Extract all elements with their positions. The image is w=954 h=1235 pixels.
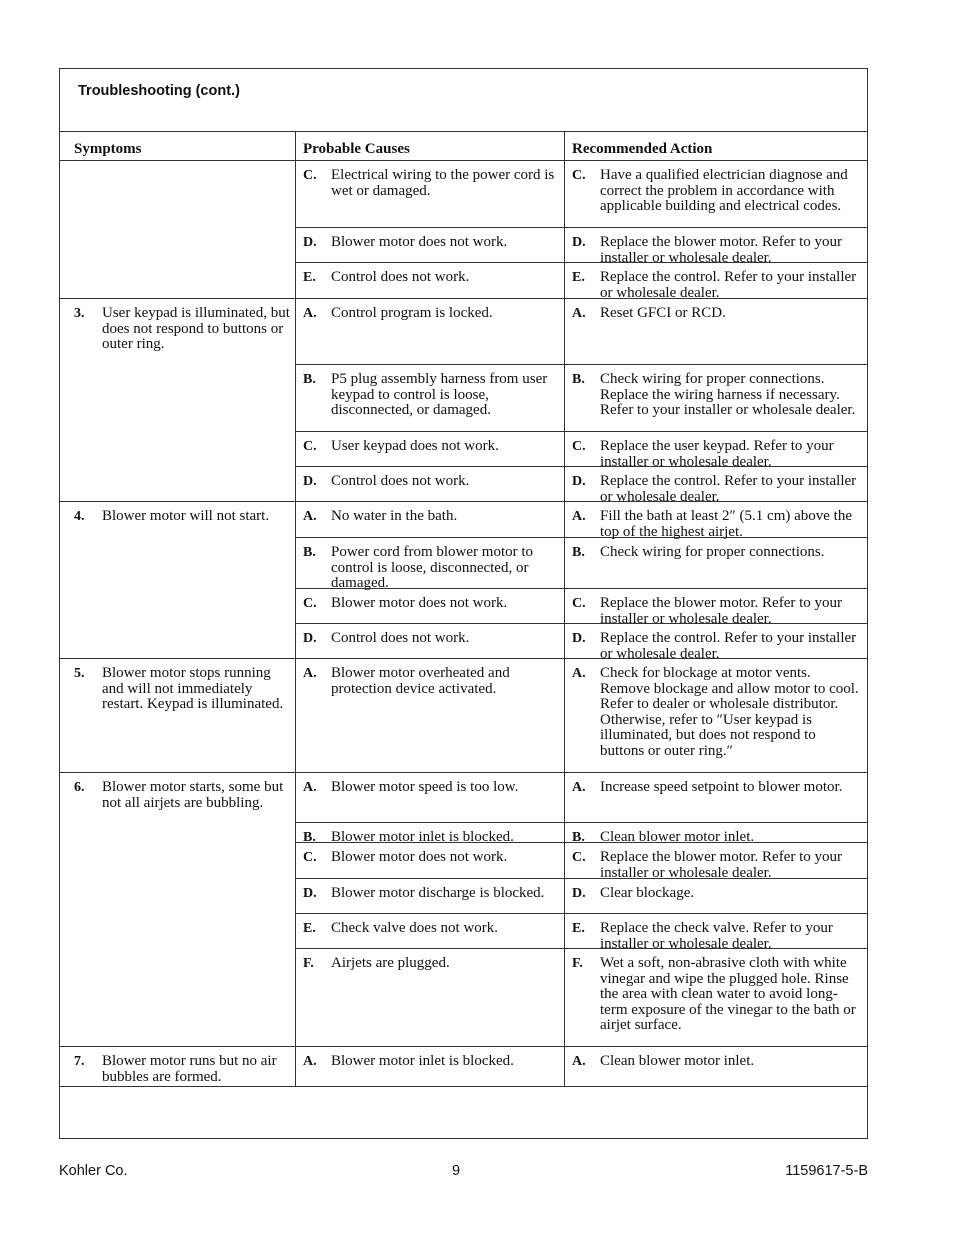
cause-row-divider [295, 227, 868, 228]
cause-row-divider [295, 588, 868, 589]
cause-cell-key: A. [303, 1054, 317, 1069]
cause-cell [303, 886, 557, 902]
cause-cell [303, 509, 557, 525]
action-cell-key: D. [572, 886, 586, 901]
cause-cell [303, 850, 557, 866]
symptom-cell [74, 509, 292, 525]
action-cell-key: D. [572, 631, 586, 646]
cause-cell [303, 830, 557, 846]
action-cell-key: F. [572, 956, 583, 971]
action-cell-text: Clean blower motor inlet. [600, 829, 755, 845]
action-cell-key: A. [572, 1054, 586, 1069]
action-cell-text: Clear blockage. [600, 885, 695, 901]
cause-cell-text: Blower motor does not work. [331, 849, 508, 865]
cause-row-divider [295, 623, 868, 624]
action-cell-key: B. [572, 545, 585, 560]
cause-cell-text: Control program is locked. [331, 305, 493, 321]
cause-cell-text: Blower motor discharge is blocked. [331, 885, 545, 901]
footer-doc-number: 1159617-5-B [785, 1163, 868, 1179]
action-cell [572, 168, 860, 215]
symptom-group-divider [59, 1046, 868, 1047]
cause-cell [303, 596, 557, 612]
action-cell-key: A. [572, 780, 586, 795]
cause-row-divider [295, 466, 868, 467]
cause-cell-text: Blower motor overheated and protection device activated. [331, 665, 510, 697]
symptom-cell-text: Blower motor stops running and will not immediately restart. Keypad is illuminated. [102, 665, 284, 713]
action-cell-key: E. [572, 270, 585, 285]
cause-cell-key: D. [303, 474, 317, 489]
action-cell-text: Increase speed setpoint to blower motor. [600, 779, 843, 795]
cause-cell [303, 545, 557, 592]
cause-cell-text: Check valve does not work. [331, 920, 499, 936]
cause-row-divider [295, 948, 868, 949]
cause-cell-key: E. [303, 921, 316, 936]
action-cell [572, 780, 860, 796]
symptom-cell-key: 4. [74, 509, 85, 524]
action-cell-text: Replace the control. Refer to your installer or wholesale dealer. [600, 630, 857, 662]
action-cell-key: A. [572, 666, 586, 681]
action-cell [572, 1054, 860, 1070]
action-cell-text: Replace the user keypad. Refer to your installer or wholesale dealer. [600, 438, 834, 470]
symptom-cell-text: Blower motor runs but no air bubbles are formed. [102, 1053, 277, 1085]
action-cell-text: Replace the control. Refer to your installer or wholesale dealer. [600, 473, 857, 505]
cause-cell-text: User keypad does not work. [331, 438, 499, 454]
column-divider [564, 131, 565, 1086]
action-cell [572, 306, 860, 322]
action-cell-key: A. [572, 509, 586, 524]
cause-cell-text: No water in the bath. [331, 508, 458, 524]
symptom-cell [74, 780, 292, 811]
action-cell [572, 956, 860, 1034]
cause-cell-key: B. [303, 545, 316, 560]
action-cell [572, 509, 860, 540]
cause-cell [303, 306, 557, 322]
action-cell-text: Clean blower motor inlet. [600, 1053, 755, 1069]
footer-page-number: 9 [452, 1163, 461, 1179]
cause-cell [303, 270, 557, 286]
cause-cell-text: Control does not work. [331, 269, 470, 285]
cause-cell [303, 666, 557, 697]
cause-cell-key: C. [303, 168, 317, 183]
cause-cell [303, 921, 557, 937]
action-cell-text: Check for blockage at motor vents. Remove blockage and allow motor to cool. Refer to dealer or wholesale distributor. Otherwise, refer to ″User keypad is illuminated, but does not respond to buttons or outer ring.″ [600, 665, 859, 759]
cause-cell-text: Control does not work. [331, 473, 470, 489]
action-cell [572, 886, 860, 902]
cause-cell [303, 372, 557, 419]
symptom-group-divider [59, 298, 868, 299]
cause-row-divider [295, 364, 868, 365]
symptom-cell-text: Blower motor will not start. [102, 508, 270, 524]
cause-cell-text: Blower motor speed is too low. [331, 779, 519, 795]
cause-cell [303, 474, 557, 490]
cause-row-divider [295, 842, 868, 843]
cause-cell-key: C. [303, 596, 317, 611]
cause-row-divider [295, 878, 868, 879]
action-cell-key: B. [572, 830, 585, 845]
symptom-cell-key: 5. [74, 666, 85, 681]
symptoms-header: Symptoms [74, 141, 142, 157]
cause-cell-key: A. [303, 509, 317, 524]
symptom-group-divider [59, 501, 868, 502]
action-cell-key: E. [572, 921, 585, 936]
action-cell-text: Replace the check valve. Refer to your installer or wholesale dealer. [600, 920, 833, 952]
header-divider [59, 160, 868, 161]
cause-cell-key: D. [303, 235, 317, 250]
cause-cell-key: B. [303, 830, 316, 845]
cause-cell-key: D. [303, 631, 317, 646]
cause-cell-text: Blower motor does not work. [331, 595, 508, 611]
cause-cell-key: A. [303, 666, 317, 681]
action-cell [572, 850, 860, 881]
cause-cell-key: A. [303, 780, 317, 795]
action-cell-text: Check wiring for proper connections. [600, 544, 825, 560]
footer-company: Kohler Co. [59, 1163, 128, 1179]
action-cell-key: C. [572, 439, 586, 454]
actions-header: Recommended Action [572, 141, 713, 157]
cause-cell [303, 235, 557, 251]
cause-cell-text: Power cord from blower motor to control is loose, disconnected, or damaged. [331, 544, 534, 592]
cause-cell-key: C. [303, 439, 317, 454]
action-cell-text: Have a qualified electrician diagnose and correct the problem in accordance with applicable building and electrical codes. [600, 167, 848, 215]
symptom-cell-key: 7. [74, 1054, 85, 1069]
cause-row-divider [295, 913, 868, 914]
symptom-cell [74, 666, 292, 713]
symptom-cell-key: 3. [74, 306, 85, 321]
symptom-group-divider [59, 658, 868, 659]
cause-row-divider [295, 431, 868, 432]
action-cell-text: Fill the bath at least 2″ (5.1 cm) above the top of the highest airjet. [600, 508, 853, 540]
title-divider [59, 131, 868, 132]
action-cell-text: Check wiring for proper connections. Replace the wiring harness if necessary. Refer to your installer or wholesale dealer. [600, 371, 856, 419]
cause-cell [303, 1054, 557, 1070]
action-cell-key: C. [572, 168, 586, 183]
action-cell-text: Replace the blower motor. Refer to your installer or wholesale dealer. [600, 595, 843, 627]
table-bottom-line [59, 1086, 868, 1087]
cause-cell-key: F. [303, 956, 314, 971]
action-cell-key: B. [572, 372, 585, 387]
cause-cell-text: P5 plug assembly harness from user keypad to control is loose, disconnected, or damaged. [331, 371, 548, 419]
action-cell-key: C. [572, 850, 586, 865]
action-cell-text: Reset GFCI or RCD. [600, 305, 726, 321]
cause-cell-key: D. [303, 886, 317, 901]
cause-cell-text: Control does not work. [331, 630, 470, 646]
action-cell [572, 372, 860, 419]
cause-cell [303, 956, 557, 972]
action-cell-key: D. [572, 474, 586, 489]
action-cell [572, 545, 860, 561]
cause-row-divider [295, 262, 868, 263]
cause-cell-key: C. [303, 850, 317, 865]
cause-row-divider [295, 537, 868, 538]
cause-cell-text: Blower motor inlet is blocked. [331, 1053, 514, 1069]
symptom-cell [74, 306, 292, 353]
cause-cell [303, 780, 557, 796]
action-cell-text: Wet a soft, non-abrasive cloth with white vinegar and wipe the plugged hole. Rinse the area with clean water to avoid long-term exposure of the vinegar to the bath or airjet surface. [600, 955, 856, 1034]
cause-cell [303, 631, 557, 647]
cause-cell-key: B. [303, 372, 316, 387]
symptom-group-divider [59, 772, 868, 773]
cause-cell-text: Electrical wiring to the power cord is wet or damaged. [331, 167, 555, 199]
symptom-cell-text: User keypad is illuminated, but does not respond to buttons or outer ring. [102, 305, 290, 353]
action-cell-key: A. [572, 306, 586, 321]
causes-header: Probable Causes [303, 141, 410, 157]
action-cell-text: Replace the blower motor. Refer to your installer or wholesale dealer. [600, 234, 843, 266]
cause-cell-text: Blower motor does not work. [331, 234, 508, 250]
symptom-cell-text: Blower motor starts, some but not all airjets are bubbling. [102, 779, 284, 811]
section-title: Troubleshooting (cont.) [78, 83, 240, 99]
action-cell [572, 666, 860, 760]
cause-cell-key: E. [303, 270, 316, 285]
action-cell [572, 830, 860, 846]
action-cell-key: D. [572, 235, 586, 250]
cause-cell-text: Airjets are plugged. [331, 955, 450, 971]
action-cell-text: Replace the control. Refer to your installer or wholesale dealer. [600, 269, 857, 301]
cause-cell-key: A. [303, 306, 317, 321]
action-cell [572, 270, 860, 301]
column-divider [295, 131, 296, 1086]
action-cell-key: C. [572, 596, 586, 611]
symptom-cell-key: 6. [74, 780, 85, 795]
symptom-cell [74, 1054, 292, 1085]
action-cell-text: Replace the blower motor. Refer to your installer or wholesale dealer. [600, 849, 843, 881]
cause-cell [303, 439, 557, 455]
cause-cell-text: Blower motor inlet is blocked. [331, 829, 514, 845]
cause-row-divider [295, 822, 868, 823]
cause-cell [303, 168, 557, 199]
